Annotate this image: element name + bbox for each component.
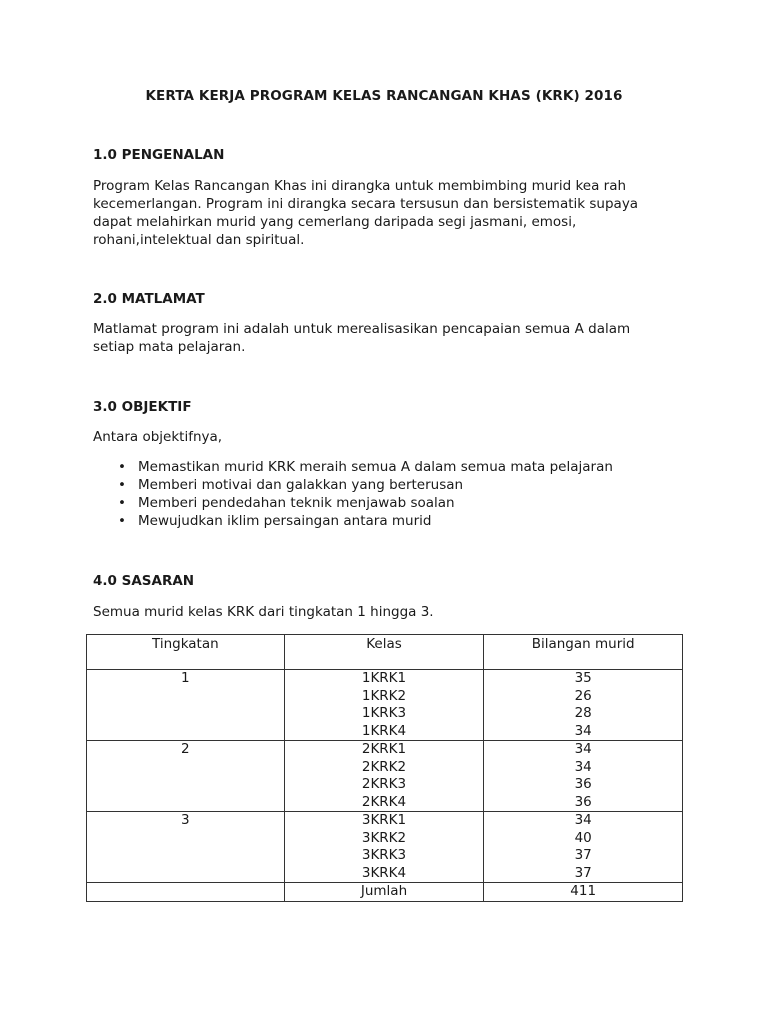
list-item (93, 476, 613, 494)
paragraph-objektif-intro: Antara objektifnya, (93, 429, 223, 445)
total-value-cell: 411 (484, 883, 683, 902)
heading-pengenalan: 1.0 PENGENALAN (93, 147, 225, 163)
column-header-bilangan: Bilangan murid (484, 635, 683, 670)
kelas-value: 2KRK2 (361, 758, 407, 775)
bilangan-value: 36 (574, 793, 592, 810)
objektif-list (93, 458, 613, 530)
kelas-value: 1KRK3 (361, 705, 407, 721)
bilangan-value: 34 (574, 812, 592, 828)
kelas-value: 3KRK2 (361, 829, 407, 846)
paragraph-pengenalan: Program Kelas Rancangan Khas ini dirangka untuk membimbing murid kea rah kecemerlangan. Program ini dirangka secara tersusun dan bersistematik supaya dapat melahirkan murid yang cemerlang daripada segi jasmani, emosi, rohani,intelektual dan spiritual. (93, 178, 639, 248)
kelas-cell (284, 741, 484, 812)
bilangan-value: 35 (574, 670, 592, 686)
heading-objektif: 3.0 OBJEKTIF (93, 399, 192, 415)
document-title: KERTA KERJA PROGRAM KELAS RANCANGAN KHAS (KRK) 2016 (145, 88, 623, 104)
bilangan-value: 34 (574, 758, 592, 775)
table-row (87, 812, 683, 883)
bilangan-cell (484, 741, 683, 812)
tingkatan-value: 3 (181, 812, 190, 828)
kelas-value: 2KRK4 (361, 793, 407, 810)
heading-sasaran: 4.0 SASARAN (93, 573, 195, 589)
tingkatan-cell (87, 741, 285, 812)
kelas-value: 1KRK4 (361, 722, 407, 739)
kelas-value: 3KRK4 (361, 864, 407, 881)
kelas-cell (284, 812, 484, 883)
list-item-text: Memastikan murid KRK meraih semua A dalam semua mata pelajaran (138, 459, 613, 475)
table-row (87, 670, 683, 741)
list-item-text: Mewujudkan iklim persaingan antara murid (138, 513, 432, 529)
total-empty-cell (87, 883, 285, 902)
bullet-icon: • (118, 477, 126, 493)
kelas-value: 1KRK2 (361, 687, 407, 704)
heading-matlamat: 2.0 MATLAMAT (93, 291, 205, 307)
bullet-icon: • (118, 495, 126, 511)
paragraph-sasaran-intro: Semua murid kelas KRK dari tingkatan 1 hingga 3. (93, 604, 434, 620)
table-total-row (87, 883, 683, 902)
kelas-value: 3KRK1 (361, 812, 407, 828)
table-row (87, 741, 683, 812)
bilangan-value: 37 (574, 847, 592, 863)
bilangan-value: 34 (574, 722, 592, 739)
kelas-cell (284, 670, 484, 741)
kelas-value: 1KRK1 (361, 670, 407, 686)
total-label-cell: Jumlah (284, 883, 484, 902)
list-item-text: Memberi pendedahan teknik menjawab soalan (138, 495, 455, 511)
sasaran-table (86, 634, 683, 902)
bilangan-cell (484, 812, 683, 883)
bilangan-cell (484, 670, 683, 741)
bullet-icon: • (118, 459, 126, 475)
bilangan-value: 26 (574, 687, 592, 704)
bullet-icon: • (118, 513, 126, 529)
list-item (93, 458, 613, 476)
bilangan-value: 34 (574, 741, 592, 757)
paragraph-matlamat: Matlamat program ini adalah untuk merealisasikan pencapaian semua A dalam setiap mata pelajaran. (93, 321, 631, 355)
kelas-value: 3KRK3 (361, 847, 407, 863)
list-item (93, 494, 613, 512)
bilangan-value: 28 (574, 705, 592, 721)
bilangan-value: 37 (574, 864, 592, 881)
list-item-text: Memberi motivai dan galakkan yang berterusan (138, 477, 464, 493)
table-header-row (87, 635, 683, 670)
tingkatan-cell (87, 670, 285, 741)
tingkatan-value: 2 (181, 741, 190, 757)
list-item (93, 512, 613, 530)
bilangan-value: 36 (574, 776, 592, 792)
tingkatan-cell (87, 812, 285, 883)
tingkatan-value: 1 (181, 670, 190, 686)
column-header-kelas: Kelas (284, 635, 484, 670)
kelas-value: 2KRK3 (361, 776, 407, 792)
column-header-tingkatan: Tingkatan (87, 635, 285, 670)
bilangan-value: 40 (574, 829, 592, 846)
kelas-value: 2KRK1 (361, 741, 407, 757)
